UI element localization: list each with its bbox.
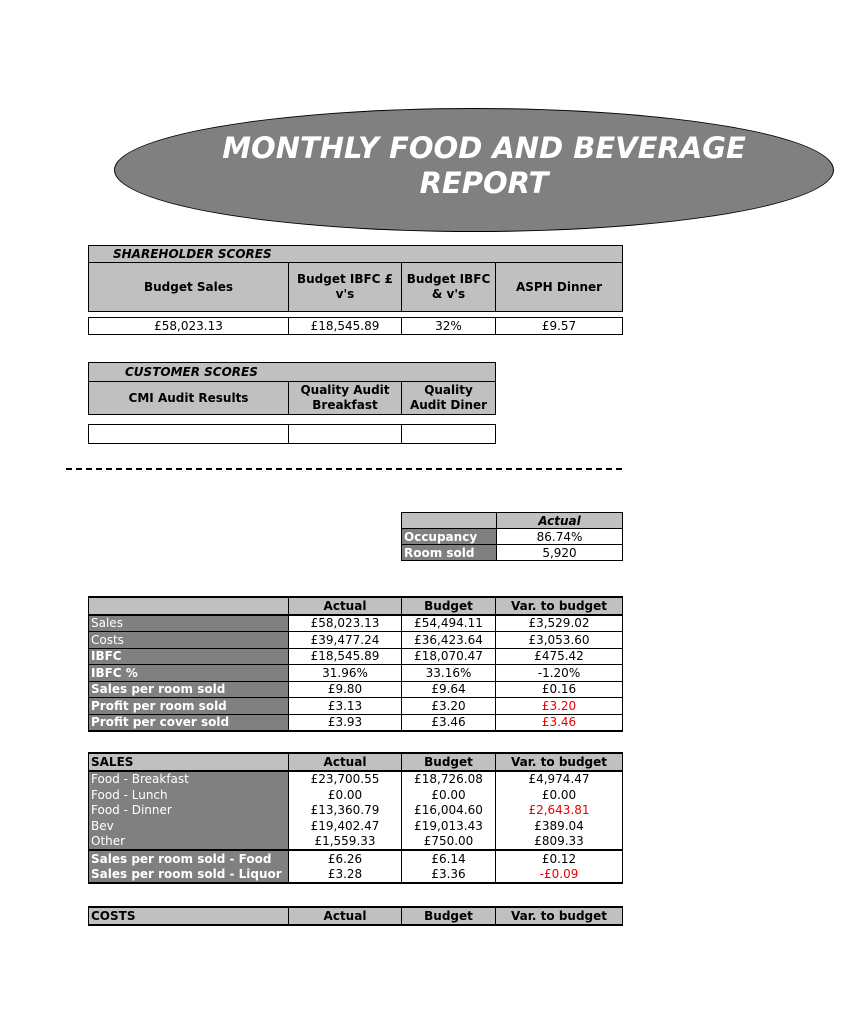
table-cell: £3,053.60 <box>496 632 623 649</box>
summary-col-budget: Budget <box>402 597 496 615</box>
table-cell: £16,004.60 <box>402 803 496 819</box>
table-cell: £9.64 <box>402 681 496 698</box>
col-quality-breakfast: Quality Audit Breakfast <box>289 382 402 415</box>
summary-col-actual: Actual <box>289 597 402 615</box>
table-cell: 31.96% <box>289 665 402 682</box>
table-cell: £0.00 <box>289 787 402 803</box>
table-cell-negative: £2,643.81 <box>496 803 623 819</box>
table-cell: £389.04 <box>496 818 623 834</box>
occupancy-corner <box>402 513 497 529</box>
summary-col-var: Var. to budget <box>496 597 623 615</box>
sales-col-budget: Budget <box>402 753 496 771</box>
col-quality-diner: Quality Audit Diner <box>402 382 496 415</box>
sales-col-var: Var. to budget <box>496 753 623 771</box>
customer-scores-table <box>88 362 496 415</box>
table-cell: £4,974.47 <box>496 771 623 788</box>
summary-corner <box>89 597 289 615</box>
value-budget-ibfc-percent: 32% <box>402 318 496 335</box>
table-row-label: Sales per room sold <box>89 681 289 698</box>
table-cell: £1,559.33 <box>289 834 402 851</box>
table-row-label: Food - Breakfast <box>89 771 289 788</box>
col-budget-ibfc-pounds: Budget IBFC £ v's <box>289 263 402 312</box>
table-cell-negative: £3.20 <box>496 698 623 715</box>
table-cell: £18,726.08 <box>402 771 496 788</box>
table-cell: £3.28 <box>289 867 402 884</box>
col-budget-ibfc-percent: Budget IBFC & v's <box>402 263 496 312</box>
table-row-label: Bev <box>89 818 289 834</box>
report-title-line1: MONTHLY FOOD AND BEVERAGE <box>222 131 746 165</box>
table-cell: £39,477.24 <box>289 632 402 649</box>
report-title <box>114 131 854 201</box>
table-row-label: IBFC <box>89 648 289 665</box>
table-cell-negative: -£0.09 <box>496 867 623 884</box>
table-cell: £3.93 <box>289 714 402 731</box>
table-cell: £58,023.13 <box>289 615 402 632</box>
col-budget-sales: Budget Sales <box>89 263 289 312</box>
sales-col-actual: Actual <box>289 753 402 771</box>
table-cell: £0.16 <box>496 681 623 698</box>
value-asph-dinner: £9.57 <box>496 318 623 335</box>
occupancy-table <box>401 512 623 561</box>
sales-table <box>88 752 623 884</box>
table-cell: £18,070.47 <box>402 648 496 665</box>
table-cell: £809.33 <box>496 834 623 851</box>
table-row-label: Sales <box>89 615 289 632</box>
table-cell: £6.14 <box>402 850 496 867</box>
shareholder-values-table <box>88 317 623 335</box>
table-cell: £23,700.55 <box>289 771 402 788</box>
table-cell: £19,402.47 <box>289 818 402 834</box>
occupancy-label: Occupancy <box>402 529 497 545</box>
table-cell: £6.26 <box>289 850 402 867</box>
table-cell: £0.00 <box>402 787 496 803</box>
customer-heading: CUSTOMER SCORES <box>89 363 496 382</box>
table-row-label: Other <box>89 834 289 851</box>
summary-table <box>88 596 623 732</box>
table-cell: £13,360.79 <box>289 803 402 819</box>
value-quality-breakfast <box>289 425 402 444</box>
costs-heading: COSTS <box>89 907 289 925</box>
table-cell: £54,494.11 <box>402 615 496 632</box>
table-row-label: IBFC % <box>89 665 289 682</box>
table-cell: -1.20% <box>496 665 623 682</box>
value-cmi-audit <box>89 425 289 444</box>
table-cell: £750.00 <box>402 834 496 851</box>
table-row-label: Costs <box>89 632 289 649</box>
table-cell: £3.46 <box>402 714 496 731</box>
report-title-line2: REPORT <box>419 166 549 200</box>
col-asph-dinner: ASPH Dinner <box>496 263 623 312</box>
table-cell: £3.20 <box>402 698 496 715</box>
table-cell: £3.36 <box>402 867 496 884</box>
table-row-label: Profit per room sold <box>89 698 289 715</box>
section-divider <box>66 468 622 470</box>
costs-col-budget: Budget <box>402 907 496 925</box>
col-cmi-audit: CMI Audit Results <box>89 382 289 415</box>
value-budget-sales: £58,023.13 <box>89 318 289 335</box>
value-quality-diner <box>402 425 496 444</box>
table-cell: £3.13 <box>289 698 402 715</box>
costs-col-actual: Actual <box>289 907 402 925</box>
occupancy-actual-header: Actual <box>497 513 623 529</box>
table-cell: £18,545.89 <box>289 648 402 665</box>
room-sold-value: 5,920 <box>497 545 623 561</box>
sales-heading: SALES <box>89 753 289 771</box>
table-cell: £36,423.64 <box>402 632 496 649</box>
table-row-label: Profit per cover sold <box>89 714 289 731</box>
costs-col-var: Var. to budget <box>496 907 623 925</box>
table-cell: 33.16% <box>402 665 496 682</box>
costs-table <box>88 906 623 926</box>
table-cell: £9.80 <box>289 681 402 698</box>
table-cell: £19,013.43 <box>402 818 496 834</box>
table-cell-negative: £3.46 <box>496 714 623 731</box>
table-row-label: Sales per room sold - Liquor <box>89 867 289 884</box>
table-cell: £475.42 <box>496 648 623 665</box>
table-row-label: Food - Dinner <box>89 803 289 819</box>
table-row-label: Food - Lunch <box>89 787 289 803</box>
shareholder-scores-table <box>88 245 623 312</box>
table-row-label: Sales per room sold - Food <box>89 850 289 867</box>
shareholder-heading: SHAREHOLDER SCORES <box>89 246 623 263</box>
value-budget-ibfc-pounds: £18,545.89 <box>289 318 402 335</box>
occupancy-value: 86.74% <box>497 529 623 545</box>
room-sold-label: Room sold <box>402 545 497 561</box>
table-cell: £3,529.02 <box>496 615 623 632</box>
table-cell: £0.12 <box>496 850 623 867</box>
table-cell: £0.00 <box>496 787 623 803</box>
customer-values-table <box>88 424 496 444</box>
